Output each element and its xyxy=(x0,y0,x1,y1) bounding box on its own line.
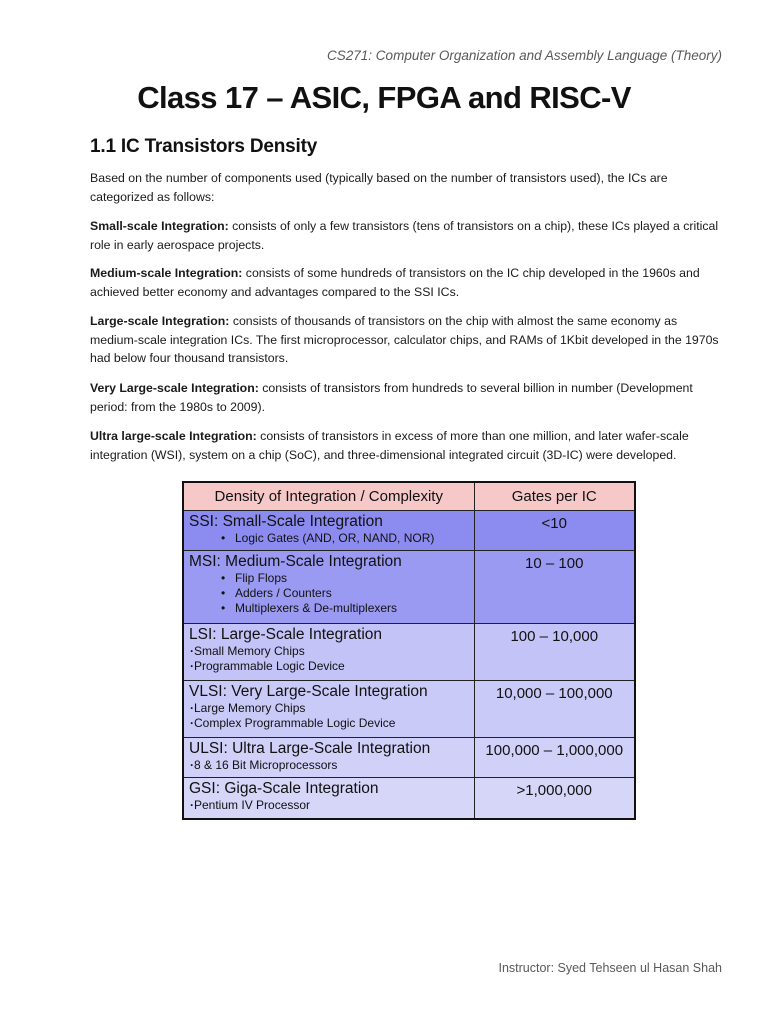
text-vlsi: consists of transistors from hundreds to several billion in number (Development period: from the 1980s to 2009). xyxy=(90,381,693,414)
intro-paragraph: Based on the number of components used (typically based on the number of transistors used), the ICs are categorized as follows: xyxy=(90,171,668,204)
gates-value: 100 – 10,000 xyxy=(474,623,635,680)
term-msi: Medium-scale Integration: xyxy=(90,266,243,280)
text-msi: consists of some hundreds of transistors on the IC chip developed in the 1960s and achieved better economy and advantages compared to the SSI ICs. xyxy=(90,266,700,299)
paragraph-ssi xyxy=(90,217,720,254)
table-row xyxy=(183,510,635,550)
example-item: • Flip Flops xyxy=(235,571,469,586)
header-gates: Gates per IC xyxy=(474,482,635,510)
term-ulsi: Ultra large-scale Integration: xyxy=(90,429,257,443)
term-vlsi: Very Large-scale Integration: xyxy=(90,381,259,395)
example-item: · 8 & 16 Bit Microprocessors xyxy=(190,758,469,773)
example-item: • Logic Gates (AND, OR, NAND, NOR) xyxy=(235,531,469,546)
instructor-footer: Instructor: Syed Tehseen ul Hasan Shah xyxy=(498,961,722,975)
text-ssi: consists of only a few transistors (tens of transistors on a chip), these ICs played a critical role in early aerospace projects. xyxy=(90,219,719,252)
density-cell xyxy=(183,623,474,680)
gates-value: 100,000 – 1,000,000 xyxy=(474,737,635,777)
density-cell xyxy=(183,550,474,623)
example-item: · Programmable Logic Device xyxy=(190,659,469,674)
density-cell xyxy=(183,737,474,777)
density-cell xyxy=(183,510,474,550)
page-title: Class 17 – ASIC, FPGA and RISC-V xyxy=(137,80,631,115)
density-cell xyxy=(183,680,474,737)
term-lsi: Large-scale Integration: xyxy=(90,314,230,328)
gates-value: >1,000,000 xyxy=(474,777,635,819)
paragraph-msi xyxy=(90,264,720,301)
example-item: • Multiplexers & De-multiplexers xyxy=(235,601,469,616)
density-name: VLSI: Very Large-Scale Integration xyxy=(189,682,428,700)
density-cell xyxy=(183,777,474,819)
table-header-row xyxy=(183,482,635,510)
example-item: • Adders / Counters xyxy=(235,586,469,601)
header-density: Density of Integration / Complexity xyxy=(183,482,474,510)
term-ssi: Small-scale Integration: xyxy=(90,219,229,233)
table-row xyxy=(183,623,635,680)
density-name: LSI: Large-Scale Integration xyxy=(189,625,383,643)
course-header: CS271: Computer Organization and Assembly Language (Theory) xyxy=(327,48,722,63)
example-item: · Large Memory Chips xyxy=(190,701,469,716)
gates-value: <10 xyxy=(474,510,635,550)
table-row xyxy=(183,777,635,819)
paragraph-ulsi xyxy=(90,427,720,464)
table-row xyxy=(183,680,635,737)
paragraph-vlsi xyxy=(90,379,720,416)
gates-value: 10,000 – 100,000 xyxy=(474,680,635,737)
section-heading: 1.1 IC Transistors Density xyxy=(90,136,318,157)
example-item: · Small Memory Chips xyxy=(190,644,469,659)
density-name: GSI: Giga-Scale Integration xyxy=(189,779,379,797)
text-ulsi: consists of transistors in excess of more than one million, and later wafer-scale integration (WSI), system on a chip (SoC), and three-dimensional integrated circuit (3D-IC) were developed. xyxy=(90,429,689,462)
table-row xyxy=(183,737,635,777)
integration-density-table xyxy=(182,481,636,820)
table-row xyxy=(183,550,635,623)
density-name: MSI: Medium-Scale Integration xyxy=(189,552,402,570)
density-name: ULSI: Ultra Large-Scale Integration xyxy=(189,739,431,757)
paragraph-lsi xyxy=(90,312,720,368)
density-name: SSI: Small-Scale Integration xyxy=(189,512,383,530)
example-item: · Pentium IV Processor xyxy=(190,798,469,813)
gates-value: 10 – 100 xyxy=(474,550,635,623)
text-lsi: consists of thousands of transistors on the chip with almost the same economy as medium-scale integration ICs. The first microprocessor, calculator chips, and RAMs of 1Kbit developed in the 1970s had below four thousand transistors. xyxy=(90,314,719,366)
example-item: · Complex Programmable Logic Device xyxy=(190,716,469,731)
